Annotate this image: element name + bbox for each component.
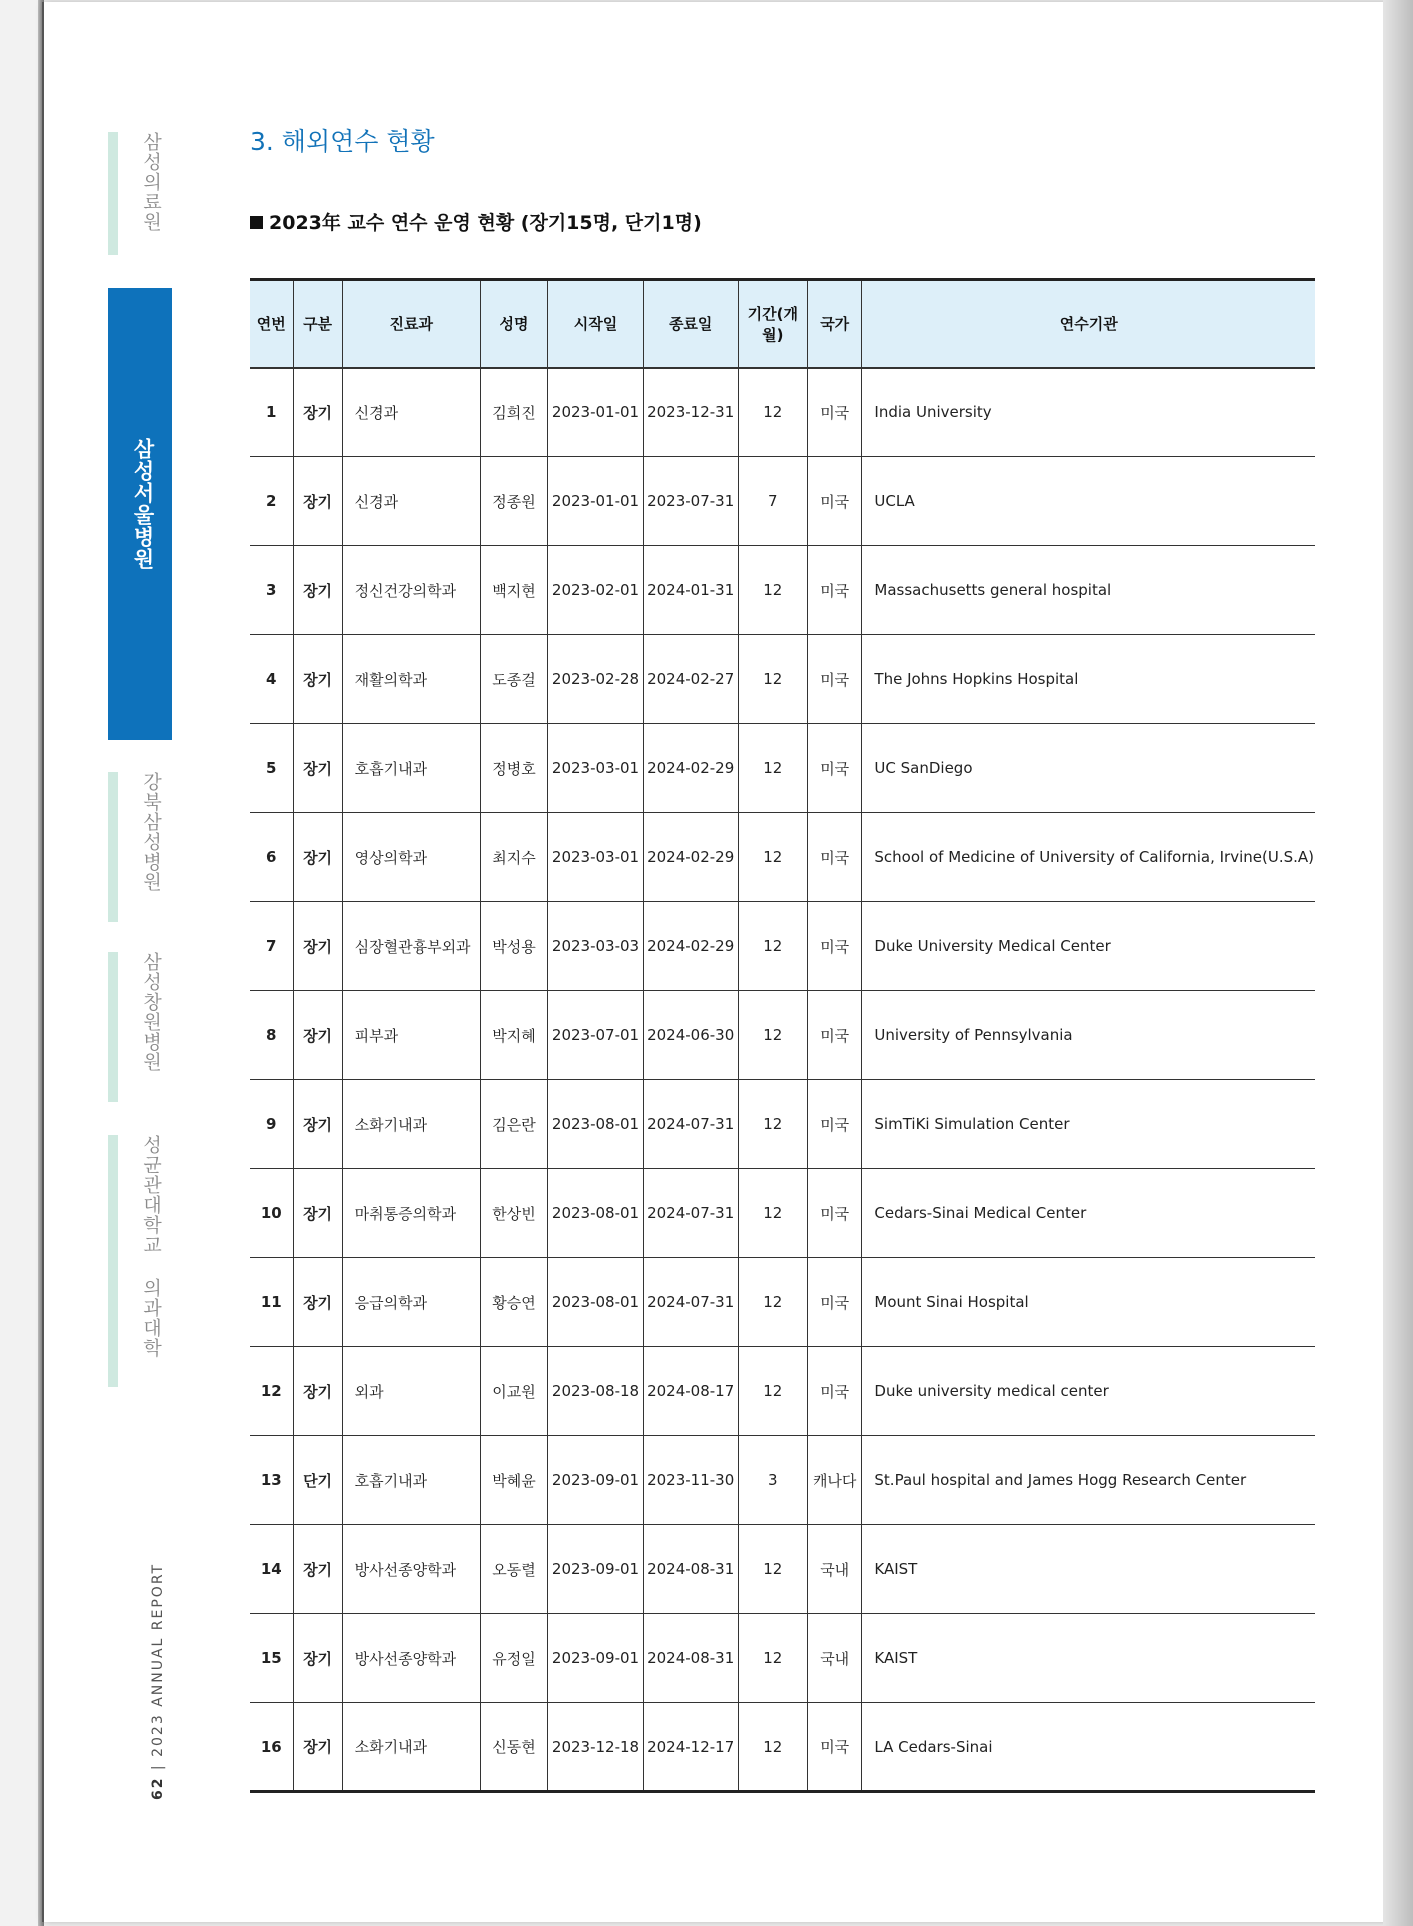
page-edge <box>1383 0 1413 1926</box>
header-type: 구분 <box>293 280 342 368</box>
cell-dept: 피부과 <box>342 991 480 1080</box>
cell-start: 2023-03-01 <box>548 724 644 813</box>
cell-no: 7 <box>250 902 293 991</box>
table-row <box>250 1258 1315 1347</box>
cell-no: 13 <box>250 1436 293 1525</box>
cell-name: 최지수 <box>480 813 547 902</box>
cell-end: 2024-07-31 <box>643 1080 738 1169</box>
cell-name: 김은란 <box>480 1080 547 1169</box>
cell-start: 2023-01-01 <box>548 457 644 546</box>
cell-inst: Massachusetts general hospital <box>862 546 1315 635</box>
cell-country: 국내 <box>807 1525 861 1614</box>
tab-label: 삼성의료원 <box>140 132 162 232</box>
square-bullet-icon <box>250 216 263 229</box>
cell-type: 장기 <box>293 813 342 902</box>
cell-inst: School of Medicine of University of California, Irvine(U.S.A) <box>862 813 1315 902</box>
cell-inst: SimTiKi Simulation Center <box>862 1080 1315 1169</box>
tab-label: 삼성서울병원 <box>131 438 155 570</box>
cell-country: 미국 <box>807 813 861 902</box>
cell-dept: 신경과 <box>342 457 480 546</box>
table-row <box>250 1614 1315 1703</box>
cell-start: 2023-09-01 <box>548 1525 644 1614</box>
cell-type: 장기 <box>293 902 342 991</box>
cell-no: 9 <box>250 1080 293 1169</box>
cell-end: 2024-02-27 <box>643 635 738 724</box>
cell-start: 2023-03-03 <box>548 902 644 991</box>
cell-duration: 12 <box>738 724 807 813</box>
cell-type: 장기 <box>293 635 342 724</box>
cell-dept: 방사선종양학과 <box>342 1525 480 1614</box>
table-row <box>250 546 1315 635</box>
cell-type: 장기 <box>293 1525 342 1614</box>
footer-separator: | <box>150 1756 166 1771</box>
table-row <box>250 635 1315 724</box>
table-row <box>250 813 1315 902</box>
cell-inst: Duke university medical center <box>862 1347 1315 1436</box>
table-row <box>250 1436 1315 1525</box>
cell-dept: 마취통증의학과 <box>342 1169 480 1258</box>
table-subtitle <box>250 208 702 235</box>
cell-start: 2023-07-01 <box>548 991 644 1080</box>
cell-type: 장기 <box>293 1614 342 1703</box>
cell-name: 오동렬 <box>480 1525 547 1614</box>
cell-end: 2023-11-30 <box>643 1436 738 1525</box>
cell-no: 12 <box>250 1347 293 1436</box>
cell-end: 2024-08-31 <box>643 1614 738 1703</box>
cell-start: 2023-09-01 <box>548 1614 644 1703</box>
cell-duration: 12 <box>738 1258 807 1347</box>
cell-end: 2023-12-31 <box>643 368 738 457</box>
cell-name: 이교원 <box>480 1347 547 1436</box>
cell-no: 3 <box>250 546 293 635</box>
cell-duration: 7 <box>738 457 807 546</box>
cell-start: 2023-12-18 <box>548 1703 644 1792</box>
tab-bar <box>108 132 118 255</box>
cell-inst: Mount Sinai Hospital <box>862 1258 1315 1347</box>
cell-inst: Cedars-Sinai Medical Center <box>862 1169 1315 1258</box>
cell-no: 5 <box>250 724 293 813</box>
table-row <box>250 1169 1315 1258</box>
cell-dept: 방사선종양학과 <box>342 1614 480 1703</box>
cell-no: 15 <box>250 1614 293 1703</box>
cell-type: 장기 <box>293 457 342 546</box>
cell-end: 2024-12-17 <box>643 1703 738 1792</box>
cell-no: 4 <box>250 635 293 724</box>
cell-no: 16 <box>250 1703 293 1792</box>
cell-start: 2023-08-01 <box>548 1169 644 1258</box>
header-duration: 기간(개월) <box>738 280 807 368</box>
header-end-date: 종료일 <box>643 280 738 368</box>
cell-dept: 영상의학과 <box>342 813 480 902</box>
cell-duration: 12 <box>738 1169 807 1258</box>
overseas-training-table <box>250 278 1315 1793</box>
cell-country: 미국 <box>807 1080 861 1169</box>
cell-inst: India University <box>862 368 1315 457</box>
cell-dept: 소화기내과 <box>342 1703 480 1792</box>
cell-type: 장기 <box>293 991 342 1080</box>
cell-no: 10 <box>250 1169 293 1258</box>
table-row <box>250 991 1315 1080</box>
sidebar-tab-samsung-changwon <box>108 952 172 1102</box>
cell-type: 장기 <box>293 1080 342 1169</box>
cell-type: 장기 <box>293 546 342 635</box>
cell-type: 장기 <box>293 368 342 457</box>
cell-name: 도종걸 <box>480 635 547 724</box>
cell-end: 2024-02-29 <box>643 813 738 902</box>
sidebar-tab-kangbuk-samsung <box>108 772 172 922</box>
tab-bar <box>108 772 118 922</box>
cell-start: 2023-08-01 <box>548 1080 644 1169</box>
cell-inst: KAIST <box>862 1525 1315 1614</box>
cell-end: 2024-02-29 <box>643 902 738 991</box>
cell-country: 캐나다 <box>807 1436 861 1525</box>
cell-end: 2024-07-31 <box>643 1258 738 1347</box>
cell-end: 2024-08-17 <box>643 1347 738 1436</box>
cell-country: 미국 <box>807 902 861 991</box>
cell-country: 국내 <box>807 1614 861 1703</box>
cell-start: 2023-02-28 <box>548 635 644 724</box>
cell-start: 2023-08-01 <box>548 1258 644 1347</box>
cell-duration: 12 <box>738 991 807 1080</box>
cell-name: 정종원 <box>480 457 547 546</box>
cell-inst: St.Paul hospital and James Hogg Research Center <box>862 1436 1315 1525</box>
header-no: 연번 <box>250 280 293 368</box>
header-country: 국가 <box>807 280 861 368</box>
cell-dept: 심장혈관흉부외과 <box>342 902 480 991</box>
cell-end: 2024-02-29 <box>643 724 738 813</box>
cell-start: 2023-01-01 <box>548 368 644 457</box>
cell-end: 2024-06-30 <box>643 991 738 1080</box>
cell-no: 8 <box>250 991 293 1080</box>
table-row <box>250 1080 1315 1169</box>
cell-country: 미국 <box>807 1347 861 1436</box>
cell-duration: 12 <box>738 1080 807 1169</box>
cell-type: 장기 <box>293 724 342 813</box>
cell-no: 1 <box>250 368 293 457</box>
cell-dept: 신경과 <box>342 368 480 457</box>
cell-inst: KAIST <box>862 1614 1315 1703</box>
table-row <box>250 724 1315 813</box>
section-title: 3. 해외연수 현황 <box>250 127 435 156</box>
table-row <box>250 1703 1315 1792</box>
cell-no: 6 <box>250 813 293 902</box>
cell-name: 백지현 <box>480 546 547 635</box>
report-label: 2023 ANNUAL REPORT <box>150 1562 166 1757</box>
cell-start: 2023-03-01 <box>548 813 644 902</box>
cell-no: 14 <box>250 1525 293 1614</box>
cell-start: 2023-09-01 <box>548 1436 644 1525</box>
sidebar-tab-samsung-medical-center <box>108 132 172 255</box>
cell-type: 단기 <box>293 1436 342 1525</box>
cell-country: 미국 <box>807 991 861 1080</box>
subtitle-text: 2023年 교수 연수 운영 현황 (장기15명, 단기1명) <box>269 212 702 234</box>
cell-dept: 외과 <box>342 1347 480 1436</box>
tab-label: 성균관대학교 의과대학 <box>140 1135 162 1358</box>
sidebar-tab-samsung-seoul-hospital <box>108 288 172 740</box>
cell-inst: LA Cedars-Sinai <box>862 1703 1315 1792</box>
cell-dept: 재활의학과 <box>342 635 480 724</box>
cell-country: 미국 <box>807 635 861 724</box>
table-header-row <box>250 280 1315 368</box>
cell-type: 장기 <box>293 1169 342 1258</box>
cell-name: 박지혜 <box>480 991 547 1080</box>
cell-country: 미국 <box>807 724 861 813</box>
cell-end: 2024-07-31 <box>643 1169 738 1258</box>
header-institution: 연수기관 <box>862 280 1315 368</box>
cell-name: 황승연 <box>480 1258 547 1347</box>
cell-type: 장기 <box>293 1258 342 1347</box>
cell-name: 박혜윤 <box>480 1436 547 1525</box>
cell-dept: 응급의학과 <box>342 1258 480 1347</box>
table-row <box>250 457 1315 546</box>
cell-inst: Duke University Medical Center <box>862 902 1315 991</box>
cell-duration: 12 <box>738 1614 807 1703</box>
cell-country: 미국 <box>807 1169 861 1258</box>
cell-type: 장기 <box>293 1703 342 1792</box>
cell-name: 유정일 <box>480 1614 547 1703</box>
cell-country: 미국 <box>807 546 861 635</box>
table-row <box>250 1347 1315 1436</box>
cell-country: 미국 <box>807 1703 861 1792</box>
cell-name: 한상빈 <box>480 1169 547 1258</box>
cell-duration: 12 <box>738 546 807 635</box>
table-row <box>250 368 1315 457</box>
cell-end: 2024-08-31 <box>643 1525 738 1614</box>
cell-duration: 12 <box>738 1347 807 1436</box>
sidebar-tab-skku-medicine <box>108 1135 172 1387</box>
cell-start: 2023-08-18 <box>548 1347 644 1436</box>
cell-end: 2023-07-31 <box>643 457 738 546</box>
cell-end: 2024-01-31 <box>643 546 738 635</box>
cell-duration: 12 <box>738 368 807 457</box>
cell-type: 장기 <box>293 1347 342 1436</box>
cell-duration: 12 <box>738 902 807 991</box>
cell-country: 미국 <box>807 457 861 546</box>
table-row <box>250 902 1315 991</box>
header-name: 성명 <box>480 280 547 368</box>
cell-no: 2 <box>250 457 293 546</box>
cell-duration: 12 <box>738 635 807 724</box>
cell-name: 박성용 <box>480 902 547 991</box>
cell-dept: 소화기내과 <box>342 1080 480 1169</box>
cell-duration: 12 <box>738 1703 807 1792</box>
cell-name: 신동현 <box>480 1703 547 1792</box>
page-number: 62 <box>150 1776 166 1800</box>
cell-country: 미국 <box>807 368 861 457</box>
header-department: 진료과 <box>342 280 480 368</box>
cell-inst: UCLA <box>862 457 1315 546</box>
cell-inst: The Johns Hopkins Hospital <box>862 635 1315 724</box>
cell-start: 2023-02-01 <box>548 546 644 635</box>
cell-duration: 3 <box>738 1436 807 1525</box>
tab-bar <box>108 952 118 1102</box>
cell-name: 정병호 <box>480 724 547 813</box>
tab-bar <box>108 1135 118 1387</box>
cell-no: 11 <box>250 1258 293 1347</box>
cell-inst: UC SanDiego <box>862 724 1315 813</box>
tab-label: 강북삼성병원 <box>140 772 162 892</box>
header-start-date: 시작일 <box>548 280 644 368</box>
cell-duration: 12 <box>738 1525 807 1614</box>
cell-dept: 호흡기내과 <box>342 1436 480 1525</box>
cell-dept: 호흡기내과 <box>342 724 480 813</box>
cell-name: 김희진 <box>480 368 547 457</box>
cell-inst: University of Pennsylvania <box>862 991 1315 1080</box>
cell-duration: 12 <box>738 813 807 902</box>
cell-country: 미국 <box>807 1258 861 1347</box>
annual-report-footer <box>150 1555 166 1800</box>
cell-dept: 정신건강의학과 <box>342 546 480 635</box>
tab-label: 삼성창원병원 <box>140 952 162 1072</box>
table-row <box>250 1525 1315 1614</box>
